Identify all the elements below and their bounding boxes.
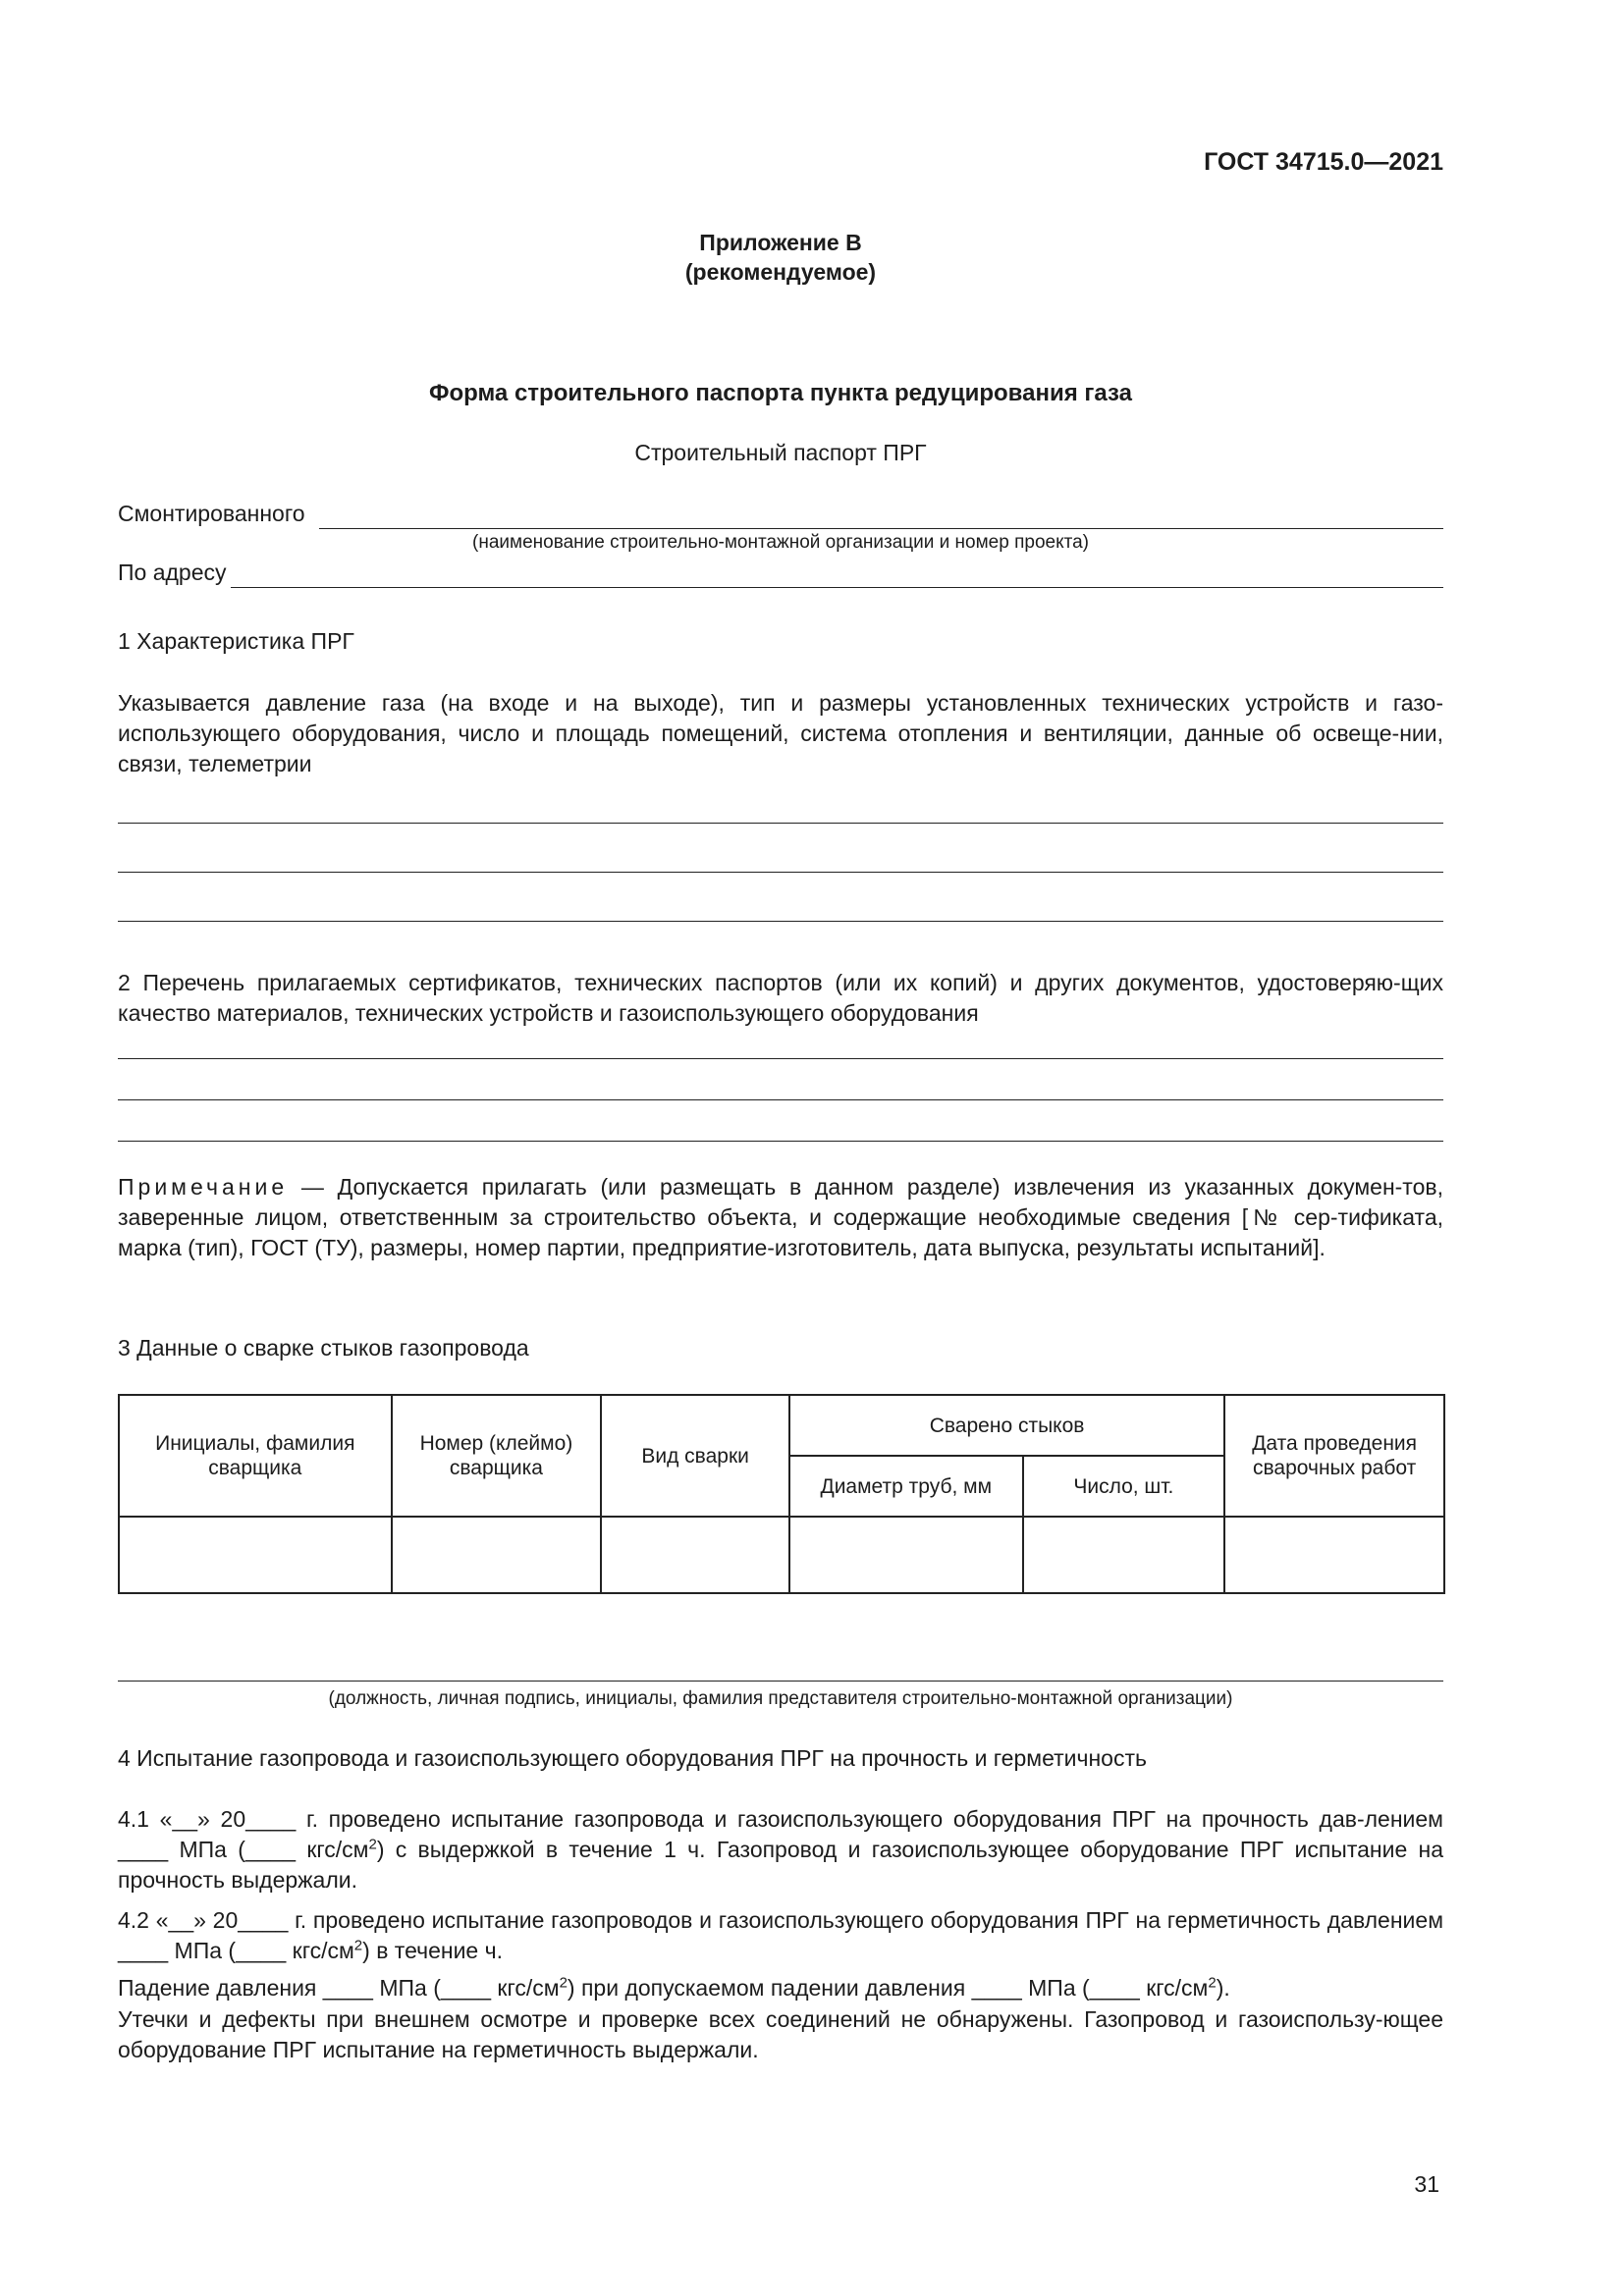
section2-text: 2 Перечень прилагаемых сертификатов, технических паспортов (или их копий) и других документов, удостоверяю-щих качество материалов, технических устройств и газоиспользующего оборудования	[118, 970, 1443, 1026]
pressure-drop-text: Падение давления ____ МПа (____ кгс/$см^2$) при допускаемом падении давления ____ МПа (____ кгс/$см^2$).	[118, 1974, 1230, 2001]
section1-title: 1 Характеристика ПРГ	[118, 628, 354, 654]
section1-text: Указывается давление газа (на входе и на выходе), тип и размеры установленных технических устройств и газо-использующего оборудования, число и площадь помещений, система отопления и вентиляции, данные об освеще-нии, связи, телеметрии	[118, 690, 1443, 776]
annex-title: Приложение В	[699, 230, 862, 255]
section1-blank-3[interactable]	[118, 921, 1443, 922]
header-welder-number: Номер (клеймо) сварщика	[392, 1395, 602, 1517]
note-text: — Допускается прилагать (или размещать в данном разделе) извлечения из указанных докумен-тов, заверенные лицом, ответственным за строительство объекта, и содержащие необходимые сведения [№ сер-тификата, марка (тип), ГОСТ (ТУ), размеры, номер партии, предприятие-изготовитель, дата выпуска, результаты испытаний].	[118, 1174, 1443, 1260]
cell-pipe-diameter[interactable]	[789, 1517, 1023, 1593]
address-blank[interactable]	[231, 565, 1443, 588]
section2-blank-2[interactable]	[118, 1099, 1443, 1100]
address-field	[118, 558, 1443, 588]
form-title: Форма строительного паспорта пункта редуцирования газа	[429, 380, 1132, 406]
header-pipe-diameter: Диаметр труб, мм	[789, 1456, 1023, 1517]
table-row	[119, 1517, 1444, 1593]
note-word: Примечание	[118, 1174, 289, 1200]
passport-title: Строительный паспорт ПРГ	[634, 440, 927, 465]
cell-welder-number[interactable]	[392, 1517, 602, 1593]
cell-weld-date[interactable]	[1224, 1517, 1444, 1593]
annex-status: (рекомендуемое)	[684, 259, 877, 285]
table-header-row	[119, 1395, 1444, 1456]
section4-title: 4 Испытание газопровода и газоиспользующего оборудования ПРГ на прочность и герметичность	[118, 1745, 1147, 1771]
section1-blank-2[interactable]	[118, 872, 1443, 873]
section2-blank-3[interactable]	[118, 1141, 1443, 1142]
leaks-text: Утечки и дефекты при внешнем осмотре и проверке всех соединений не обнаружены. Газопровод и газоиспользу-ющее оборудование ПРГ испытание на герметичность выдержали.	[118, 2006, 1443, 2062]
section4-2-text: 4.2 «__» 20____ г. проведено испытание газопроводов и газоиспользующего оборудования ПРГ на герметичность давлением ____ МПа (____ кгс/$см^2$) в течение ч.	[118, 1907, 1443, 1963]
mounted-field	[118, 499, 1443, 529]
note-paragraph	[118, 1172, 1443, 1263]
page-number: 31	[1414, 2171, 1439, 2197]
standard-number: ГОСТ 34715.0—2021	[1204, 148, 1443, 176]
cell-weld-type[interactable]	[601, 1517, 789, 1593]
header-joint-count: Число, шт.	[1023, 1456, 1225, 1517]
cell-joint-count[interactable]	[1023, 1517, 1225, 1593]
section3-title: 3 Данные о сварке стыков газопровода	[118, 1335, 529, 1361]
address-label: По адресу	[118, 560, 227, 585]
header-weld-date: Дата проведения сварочных работ	[1224, 1395, 1444, 1517]
mounted-hint: (наименование строительно-монтажной организации и номер проекта)	[472, 532, 1089, 553]
section2-blank-1[interactable]	[118, 1058, 1443, 1059]
header-weld-type: Вид сварки	[601, 1395, 789, 1517]
signature-hint: (должность, личная подпись, инициалы, фамилия представителя строительно-монтажной организации)	[328, 1688, 1233, 1709]
mounted-label: Смонтированного	[118, 501, 305, 526]
header-welded-joints: Сварено стыков	[789, 1395, 1224, 1456]
section4-1-text: 4.1 «__» 20____ г. проведено испытание газопровода и газоиспользующего оборудования ПРГ на прочность дав-лением ____ МПа (____ кгс/$см^2$) с выдержкой в течение 1 ч. Газопровод и газоиспользующее оборудование ПРГ испытание на прочность выдержали.	[118, 1806, 1444, 1893]
header-welder: Инициалы, фамилия сварщика	[119, 1395, 392, 1517]
cell-welder[interactable]	[119, 1517, 392, 1593]
signature-blank[interactable]	[118, 1681, 1443, 1682]
welding-table	[118, 1394, 1445, 1594]
section1-blank-1[interactable]	[118, 823, 1443, 824]
mounted-blank[interactable]	[319, 507, 1443, 529]
